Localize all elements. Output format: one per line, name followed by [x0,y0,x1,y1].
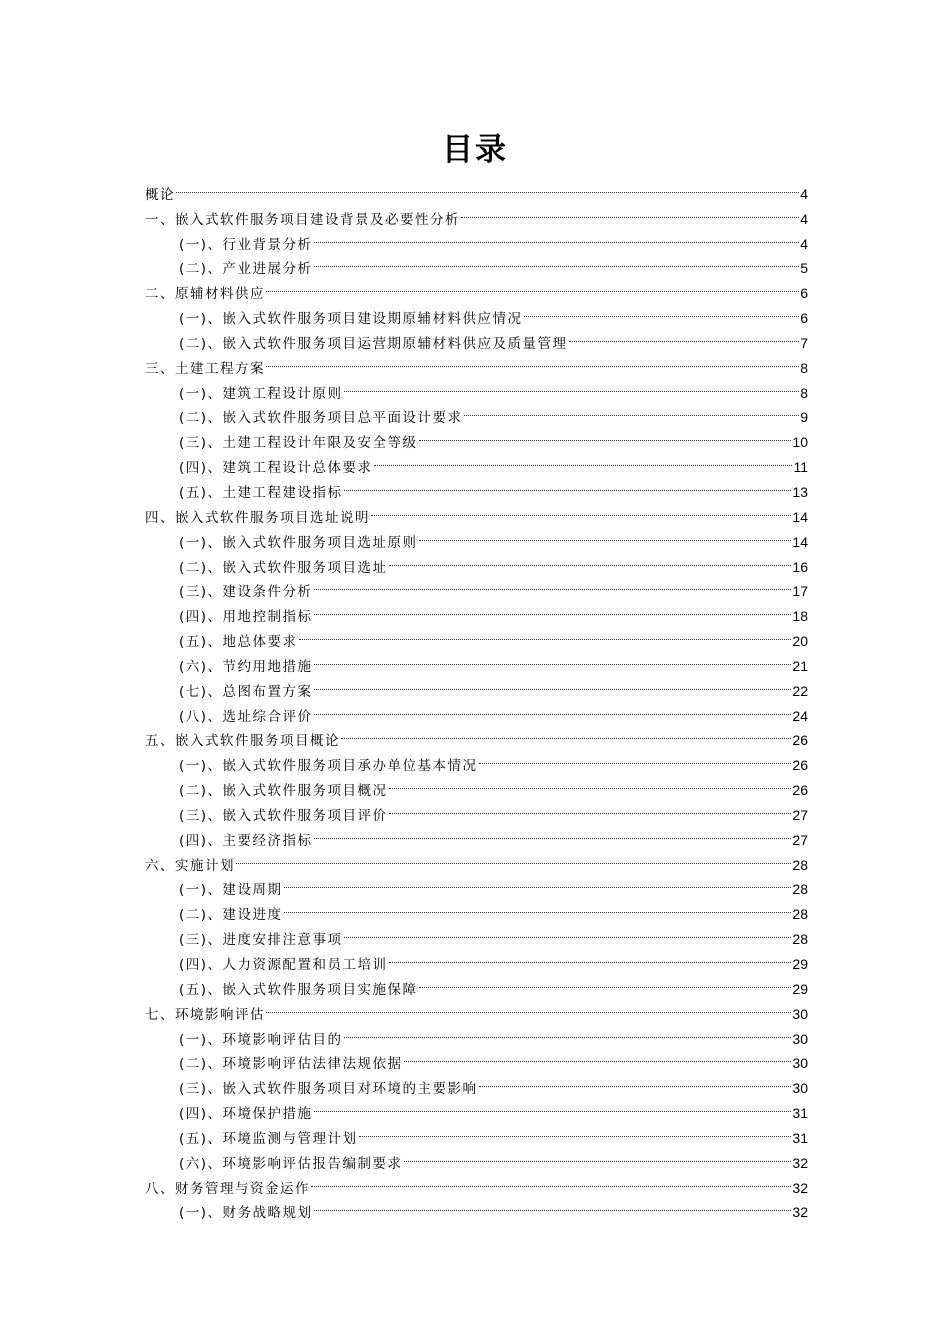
toc-dot-leader [461,199,799,224]
toc-entry-label: (一)、嵌入式软件服务项目承办单位基本情况 [179,758,478,775]
toc-entry-label: (三)、嵌入式软件服务项目评价 [179,807,388,824]
toc-dot-leader [344,472,792,497]
toc-dot-leader [266,348,799,373]
toc-page-number: 4 [800,210,808,227]
toc-entry-label: (一)、建筑工程设计原则 [179,385,343,402]
toc-page-number: 29 [792,956,808,972]
toc-entry-label: (一)、财务战略规划 [179,1205,313,1222]
toc-dot-leader [404,1143,792,1168]
toc-entry-label: (四)、建筑工程设计总体要求 [179,460,373,477]
toc-dot-leader [389,944,792,969]
toc-page-number: 10 [792,434,808,451]
toc-dot-leader [266,994,791,1019]
toc-page-number: 26 [792,732,808,749]
toc-dot-leader [419,969,792,994]
toc-list [145,174,808,1222]
toc-page-number: 6 [800,285,808,302]
toc-entry-label: (三)、建设条件分析 [179,584,313,601]
toc-entry-label: (二)、嵌入式软件服务项目概况 [179,783,388,800]
toc-dot-leader [479,745,792,770]
toc-entry-label: (三)、土建工程设计年限及安全等级 [179,435,418,452]
toc-entry-label: (一)、嵌入式软件服务项目建设期原辅材料供应情况 [179,311,523,328]
toc-entry-label: (四)、用地控制指标 [179,609,313,626]
toc-chapter-entry[interactable] [145,174,808,203]
toc-chapter-entry[interactable] [145,199,808,228]
toc-page-number: 6 [800,310,808,327]
toc-page-number: 31 [792,1105,808,1122]
toc-page-number: 9 [800,409,808,426]
toc-entry-label: (一)、环境影响评估目的 [179,1031,343,1048]
toc-page-number: 5 [800,260,808,277]
toc-page-number: 28 [792,856,808,873]
toc-dot-leader [314,671,792,696]
toc-dot-leader [524,298,800,323]
toc-dot-leader [314,572,792,597]
toc-dot-leader [371,497,791,522]
toc-dot-leader [176,174,799,199]
toc-dot-leader [344,373,800,398]
toc-chapter-entry[interactable] [145,845,808,874]
toc-entry-label: (五)、环境监测与管理计划 [179,1130,358,1147]
toc-page-number: 11 [793,459,808,476]
toc-entry-label: (四)、主要经济指标 [179,832,313,849]
toc-dot-leader [314,1093,792,1118]
toc-dot-leader [419,422,792,447]
toc-entry-label: (二)、嵌入式软件服务项目总平面设计要求 [179,410,463,427]
toc-page-number: 32 [792,1179,808,1196]
toc-dot-leader [374,447,793,472]
toc-page-number: 24 [792,707,808,724]
toc-entry-label: 五、嵌入式软件服务项目概论 [145,733,340,750]
toc-page-number: 27 [792,806,808,823]
toc-page-number: 30 [792,1030,808,1047]
toc-page-number: 8 [800,359,808,376]
toc-title: 目录 [442,132,508,168]
toc-entry-label: (二)、产业进展分析 [179,261,313,278]
toc-dot-leader [314,224,800,249]
toc-dot-leader [299,621,792,646]
toc-entry-label: 六、实施计划 [145,857,235,874]
toc-page-number: 30 [792,1080,808,1097]
toc-entry-label: (六)、节约用地措施 [179,658,313,675]
toc-dot-leader [464,398,800,423]
toc-page-number: 26 [792,757,808,774]
toc-page-number: 27 [792,831,808,848]
toc-entry-label: 七、环境影响评估 [145,1006,265,1023]
toc-dot-leader [314,249,800,274]
toc-page-number: 32 [792,1154,808,1171]
toc-dot-leader [344,1019,792,1044]
toc-entry-label: (四)、人力资源配置和员工培训 [179,957,388,973]
toc-page-number: 28 [792,931,808,948]
toc-page-number: 28 [792,881,808,898]
toc-page-number: 29 [792,980,808,997]
toc-dot-leader [314,646,792,671]
toc-dot-leader [359,1118,792,1143]
toc-page-number: 32 [792,1204,808,1221]
toc-dot-leader [314,1193,792,1218]
toc-page-number: 13 [792,483,808,500]
toc-page-number: 31 [792,1129,808,1146]
toc-dot-leader [419,522,792,547]
toc-dot-leader [341,721,791,746]
toc-page-number: 7 [800,334,808,351]
toc-page-number: 16 [792,558,808,575]
toc-page-number: 20 [792,633,808,650]
toc-dot-leader [236,845,791,870]
toc-entry-label: 三、土建工程方案 [145,360,265,377]
toc-entry-label: 八、财务管理与资金运作 [145,1180,310,1197]
toc-page-number: 17 [792,583,808,600]
toc-entry-label: (五)、土建工程建设指标 [179,484,343,501]
toc-page-number: 14 [792,508,808,525]
toc-entry-label: (五)、嵌入式软件服务项目实施保障 [179,981,418,998]
toc-dot-leader [314,820,792,845]
toc-entry-label: (二)、嵌入式软件服务项目选址 [179,559,388,576]
toc-section-entry[interactable] [145,870,808,899]
toc-dot-leader [284,894,792,919]
toc-entry-label: (四)、环境保护措施 [179,1106,313,1123]
toc-page-number: 8 [800,384,808,401]
toc-page-number: 30 [792,1055,808,1072]
toc-dot-leader [479,1068,792,1093]
toc-entry-label: (一)、嵌入式软件服务项目选址原则 [179,534,418,551]
toc-entry-label: (二)、嵌入式软件服务项目运营期原辅材料供应及质量管理 [179,335,568,352]
toc-entry-label: (一)、建设周期 [179,882,283,899]
toc-page-number: 30 [792,1005,808,1022]
toc-dot-leader [389,770,792,795]
toc-entry-label: (二)、环境影响评估法律法规依据 [179,1056,403,1073]
toc-entry-label: 概论 [145,186,175,203]
toc-dot-leader [311,1168,791,1193]
toc-entry-label: (七)、总图布置方案 [179,683,313,700]
toc-page-number: 14 [792,533,808,550]
toc-dot-leader [314,596,792,621]
toc-dot-leader [314,696,792,721]
toc-entry-label: (二)、建设进度 [179,907,283,924]
toc-page-number: 4 [800,185,808,202]
toc-entry-label: 一、嵌入式软件服务项目建设背景及必要性分析 [145,211,460,228]
toc-entry-label: (一)、行业背景分析 [179,236,313,253]
toc-page-number: 4 [800,235,808,252]
toc-page-number: 18 [792,608,808,625]
toc-dot-leader [389,795,792,820]
toc-dot-leader [266,273,799,298]
toc-dot-leader [404,1044,792,1069]
toc-dot-leader [284,870,792,895]
toc-entry-label: (五)、地总体要求 [179,634,298,651]
toc-page-number: 22 [792,682,808,699]
toc-entry-label: 二、原辅材料供应 [145,286,265,303]
toc-entry-label: 四、嵌入式软件服务项目选址说明 [145,509,370,526]
toc-entry-label: (六)、环境影响评估报告编制要求 [179,1155,403,1172]
toc-page-number: 28 [792,906,808,923]
toc-dot-leader [344,919,792,944]
toc-entry-label: (三)、进度安排注意事项 [179,932,343,949]
toc-entry-label: (八)、选址综合评价 [179,708,313,725]
toc-page-number: 21 [792,657,808,674]
toc-entry-label: (三)、嵌入式软件服务项目对环境的主要影响 [179,1081,478,1098]
toc-dot-leader [389,547,792,572]
toc-page-number: 26 [792,782,808,799]
toc-dot-leader [569,323,800,348]
